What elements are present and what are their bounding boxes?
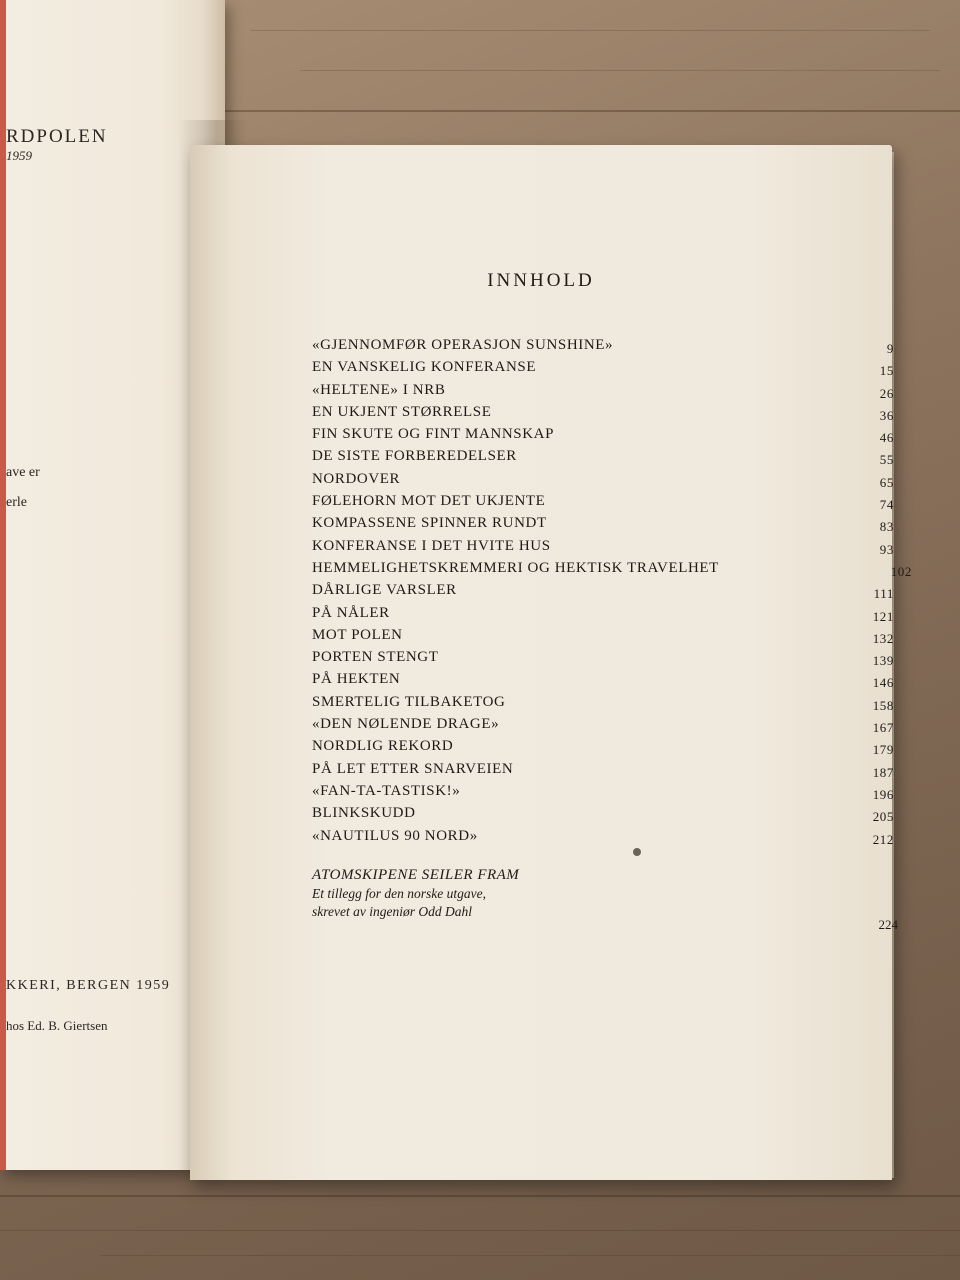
toc-entry [312, 536, 920, 558]
left-binder-fragment: hos Ed. B. Giertsen [6, 1018, 108, 1033]
toc-entry-page: 15 [879, 363, 894, 379]
toc-entry-page: 205 [872, 809, 894, 825]
toc-entry-page: 196 [872, 786, 894, 802]
toc-entry-title: FIN SKUTE OG FINT MANNSKAP [312, 426, 555, 443]
toc-entry-title: MOT POLEN [312, 626, 403, 643]
appendix-title: ATOMSKIPENE SEILER FRAM [312, 867, 520, 883]
left-text-snippet: erle [6, 495, 27, 510]
toc-entry-page: 55 [879, 452, 894, 468]
toc-entry-page: 111 [873, 586, 894, 602]
toc-appendix [312, 867, 920, 932]
toc-entry [312, 669, 920, 691]
toc-entry-page: 36 [879, 407, 894, 423]
toc-entry-title: KOMPASSENE SPINNER RUNDT [312, 515, 547, 532]
toc-entry [312, 580, 920, 602]
toc-entry [312, 759, 920, 781]
right-page [190, 145, 912, 1180]
toc-entry-title: HEMMELIGHETSKREMMERI OG HEKTISK TRAVELHET [312, 559, 719, 576]
toc-entry-page: 187 [872, 764, 894, 780]
wood-grain [300, 70, 940, 71]
toc-entry-page: 167 [872, 720, 894, 736]
toc-entry-title: «FAN-TA-TASTISK!» [312, 782, 461, 799]
ink-spot [633, 848, 641, 856]
toc-entry-page: 146 [872, 675, 894, 691]
appendix-author-line: skrevet av ingeniør Odd Dahl [312, 904, 472, 919]
toc-entry-page: 121 [872, 608, 894, 624]
toc-entry [312, 736, 920, 758]
toc-entry [312, 826, 920, 848]
toc-entry [312, 647, 920, 669]
toc-entry-title: NORDLIG REKORD [312, 738, 454, 755]
toc-entry-title: NORDOVER [312, 470, 401, 487]
toc-entry-page: 26 [879, 385, 894, 401]
appendix-page: 224 [878, 917, 898, 932]
toc-entry-page: 179 [872, 742, 894, 758]
wood-plank-seam [0, 1195, 960, 1197]
toc-entry-title: BLINKSKUDD [312, 805, 416, 822]
toc-entry [312, 469, 920, 491]
toc-entry-title: EN VANSKELIG KONFERANSE [312, 359, 537, 376]
toc-entry [312, 513, 920, 535]
left-title-fragment: RDPOLEN [6, 126, 108, 147]
toc-entry-page: 132 [872, 630, 894, 646]
toc-entry-title: KONFERANSE I DET HVITE HUS [312, 537, 551, 554]
toc-entry-page: 46 [879, 430, 894, 446]
toc-entry [312, 603, 920, 625]
toc-entry-page: 93 [879, 541, 894, 557]
toc-entry-title: PÅ NÅLER [312, 604, 390, 621]
toc-entry-page: 65 [879, 474, 894, 490]
toc-entry [312, 692, 920, 714]
toc-entry [312, 714, 920, 736]
appendix-subtitle: Et tillegg for den norske utgave, [312, 886, 486, 901]
toc-entry [312, 491, 920, 513]
toc-entry [312, 402, 920, 424]
wood-grain [0, 1230, 960, 1231]
toc-entry-title: PÅ HEKTEN [312, 671, 401, 688]
left-printer-fragment: KKERI, BERGEN 1959 [6, 978, 171, 993]
toc-entry-title: SMERTELIG TILBAKETOG [312, 693, 506, 710]
toc-entry-title: DÅRLIGE VARSLER [312, 582, 457, 599]
toc-entry-title: «GJENNOMFØR OPERASJON SUNSHINE» [312, 337, 614, 353]
toc-entry [312, 424, 920, 446]
toc-entry [312, 781, 920, 803]
wood-grain [250, 30, 930, 31]
toc-entry-page: 9 [886, 341, 894, 356]
toc-entry-page: 158 [872, 697, 894, 713]
left-text-snippet: ave er [6, 465, 40, 480]
toc-entry-page: 212 [872, 831, 894, 847]
toc-entry-page: 74 [879, 497, 894, 513]
toc-entry-title: «NAUTILUS 90 NORD» [312, 827, 478, 844]
toc-entry [312, 446, 920, 468]
toc-entry-title: PORTEN STENGT [312, 649, 439, 666]
toc-entry-title: «DEN NØLENDE DRAGE» [312, 716, 500, 733]
toc-entry [312, 625, 920, 647]
toc-entry-page: 139 [872, 653, 894, 669]
toc-list [312, 335, 920, 848]
toc-entry [312, 803, 920, 825]
toc-entry [312, 335, 920, 357]
toc-entry [312, 380, 920, 402]
toc-entry-title: «HELTENE» I NRB [312, 381, 446, 398]
toc-entry-title: EN UKJENT STØRRELSE [312, 403, 492, 420]
left-year-fragment: 1959 [6, 148, 32, 163]
toc-entry-title: DE SISTE FORBEREDELSER [312, 448, 517, 465]
wood-grain [100, 1255, 960, 1256]
cover-edge [0, 0, 6, 1170]
toc-entry [312, 558, 920, 580]
toc-entry-page: 102 [890, 563, 912, 579]
toc-heading: INNHOLD [487, 270, 595, 291]
toc-entry-page: 83 [879, 519, 894, 535]
toc-entry-title: PÅ LET ETTER SNARVEIEN [312, 760, 514, 777]
toc-entry [312, 357, 920, 379]
toc-entry-title: FØLEHORN MOT DET UKJENTE [312, 493, 546, 510]
